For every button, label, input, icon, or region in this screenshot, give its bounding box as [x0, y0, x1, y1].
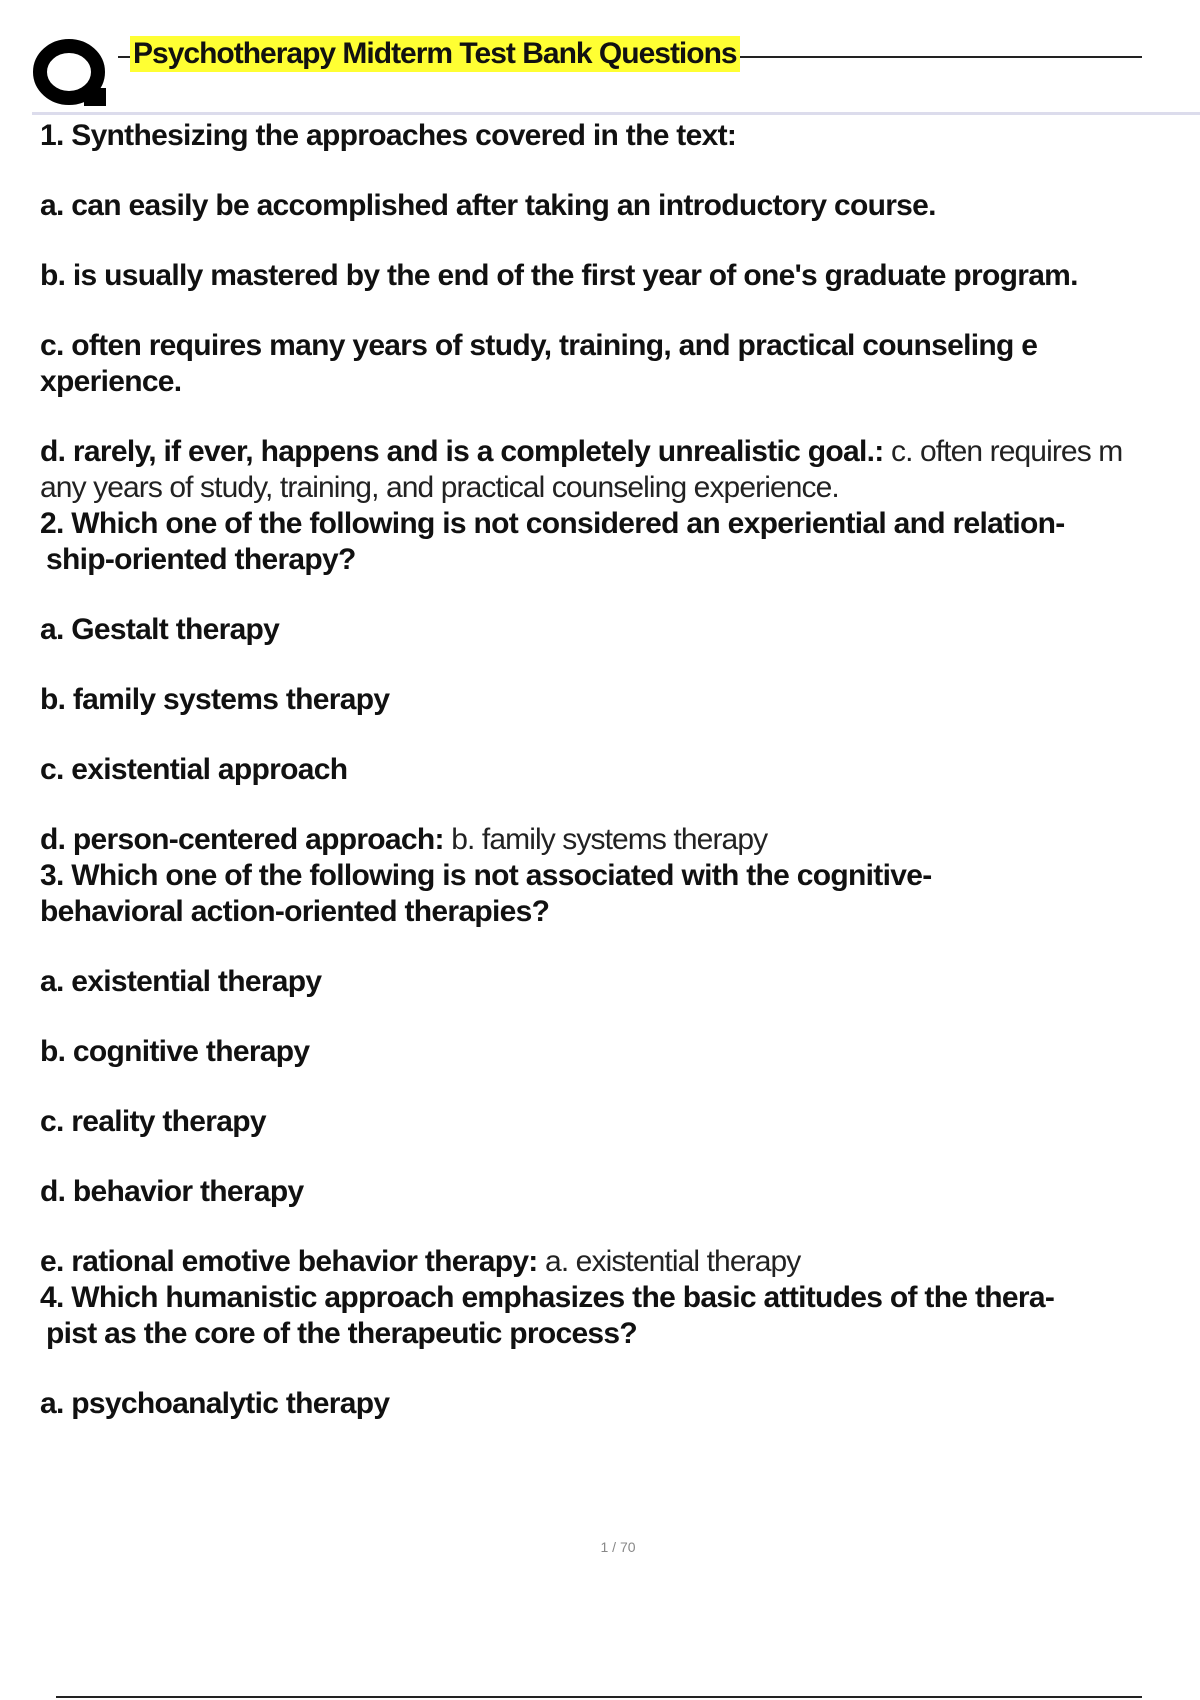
header-divider [32, 112, 1200, 115]
question-3-answer: a. existential therapy [537, 1245, 801, 1278]
question-1-option-b: b. is usually mastered by the end of the first year of one's graduate program. [40, 259, 1078, 292]
question-2-answer: b. family systems therapy [443, 823, 768, 856]
option-text: d. rarely, if ever, happens and is a completely unrealistic goal.: [40, 435, 884, 468]
question-3 [40, 858, 1190, 930]
page-number: 1 / 70 [600, 1539, 636, 1555]
option-text: d. person-centered approach: [40, 823, 444, 856]
logo-q-icon [32, 34, 110, 110]
question-1-answer: c. often requires m [883, 435, 1123, 468]
option-text: e. rational emotive behavior therapy: [40, 1245, 538, 1278]
question-text-line-2: pist as the core of the therapeutic process? [46, 1317, 638, 1350]
question-text-line-2: behavioral action-oriented therapies? [40, 895, 550, 928]
option-text-line-1: c. often requires many years of study, training, and practical counseling e [40, 329, 1038, 362]
question-2 [40, 506, 1190, 578]
footer-rule [56, 1696, 1142, 1698]
question-1: 1. Synthesizing the approaches covered in the text: [40, 119, 737, 152]
question-text-line-1: 4. Which humanistic approach emphasizes the basic attitudes of the thera- [40, 1281, 1055, 1314]
question-3-option-d: d. behavior therapy [40, 1175, 304, 1208]
question-1-answer-continued: any years of study, training, and practical counseling experience. [40, 471, 839, 504]
question-3-option-c: c. reality therapy [40, 1105, 266, 1138]
question-1-option-a: a. can easily be accomplished after taking an introductory course. [40, 189, 936, 222]
question-text-line-1: 2. Which one of the following is not considered an experiential and relation- [40, 507, 1065, 540]
question-2-option-c: c. existential approach [40, 753, 348, 786]
question-list [40, 118, 1190, 1422]
question-4 [40, 1280, 1190, 1352]
question-1-option-c [40, 328, 1190, 400]
question-2-option-b: b. family systems therapy [40, 683, 390, 716]
question-3-option-b: b. cognitive therapy [40, 1035, 310, 1068]
question-4-option-a: a. psychoanalytic therapy [40, 1387, 390, 1420]
question-text-line-1: 3. Which one of the following is not associated with the cognitive- [40, 859, 932, 892]
question-1-option-d [40, 434, 1190, 506]
question-3-option-a: a. existential therapy [40, 965, 322, 998]
question-2-option-a: a. Gestalt therapy [40, 613, 280, 646]
document-header [0, 0, 1200, 120]
question-text-line-2: ship-oriented therapy? [46, 543, 356, 576]
question-3-option-e [40, 1244, 1190, 1280]
document-title: Psychotherapy Midterm Test Bank Questions [130, 36, 740, 72]
option-text-line-2: xperience. [40, 365, 182, 398]
question-2-option-d [40, 822, 1190, 858]
